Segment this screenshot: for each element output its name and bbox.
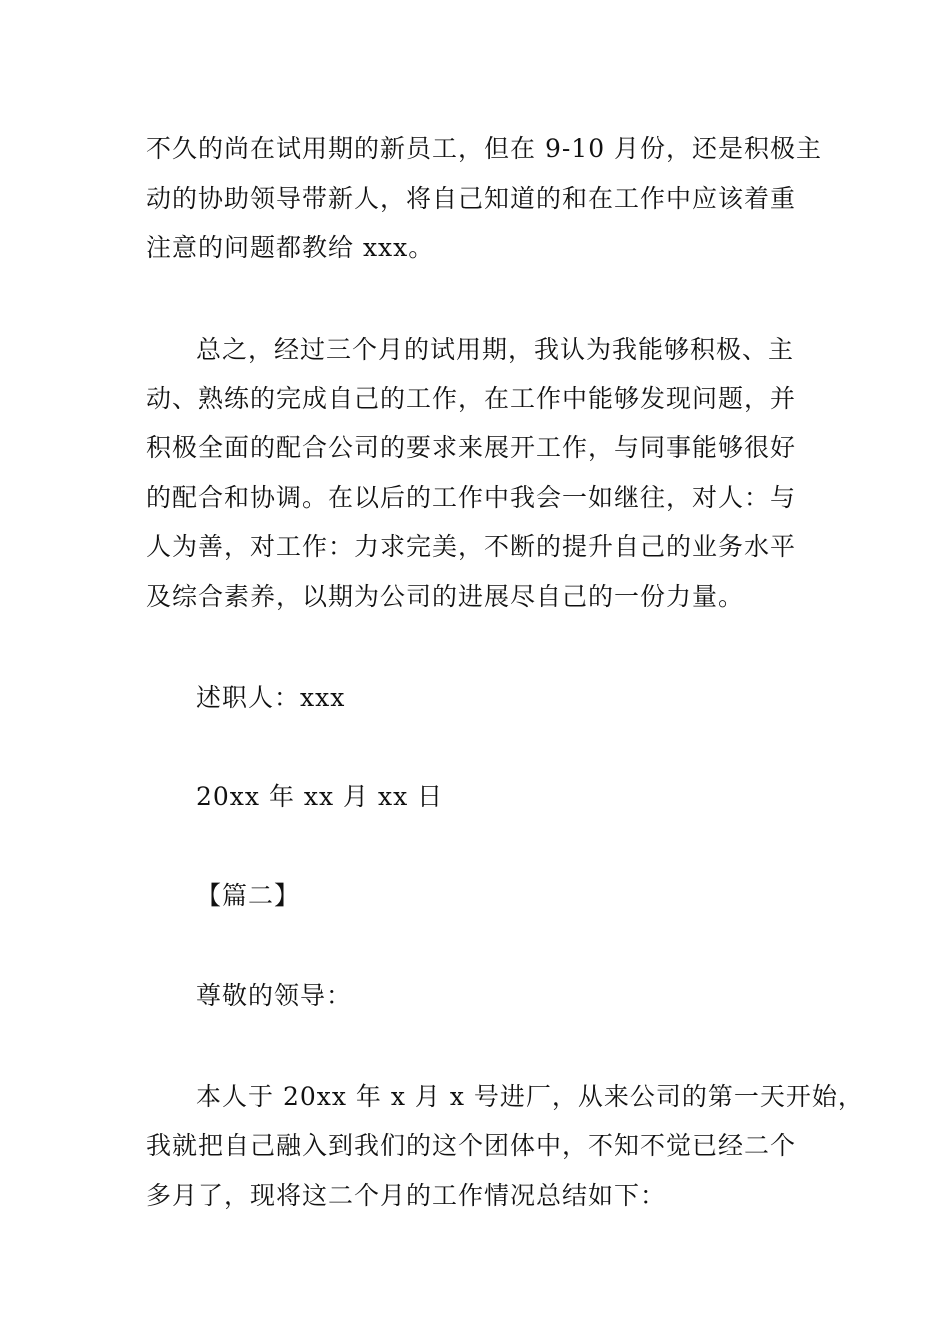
paragraph-2-line-2: 动、熟练的完成自己的工作，在工作中能够发现问题，并 [146,384,797,413]
section-heading: 【篇二】 [196,881,301,910]
paragraph-2-line-6: 及综合素养，以期为公司的进展尽自己的一份力量。 [146,582,745,611]
date-line: 20xx 年 xx 月 xx 日 [196,782,444,811]
signature-line: 述职人：xxx [196,683,346,712]
paragraph-3-line-3: 多月了，现将这二个月的工作情况总结如下： [146,1181,667,1210]
paragraph-3-line-2: 我就把自己融入到我们的这个团体中，不知不觉已经二个 [146,1131,797,1160]
salutation: 尊敬的领导： [196,981,353,1010]
paragraph-1-line-1: 不久的尚在试用期的新员工，但在 9-10 月份，还是积极主 [146,134,823,163]
paragraph-1-line-3: 注意的问题都教给 xxx。 [146,233,435,262]
paragraph-2-line-4: 的配合和协调。在以后的工作中我会一如继往，对人：与 [146,483,797,512]
paragraph-2-line-3: 积极全面的配合公司的要求来展开工作，与同事能够很好 [146,433,797,462]
paragraph-3-line-1: 本人于 20xx 年 x 月 x 号进厂，从来公司的第一天开始， [196,1082,864,1111]
paragraph-2-line-5: 人为善，对工作：力求完美，不断的提升自己的业务水平 [146,532,797,561]
paragraph-2-line-1: 总之，经过三个月的试用期，我认为我能够积极、主 [196,335,795,364]
paragraph-1-line-2: 动的协助领导带新人，将自己知道的和在工作中应该着重 [146,184,797,213]
